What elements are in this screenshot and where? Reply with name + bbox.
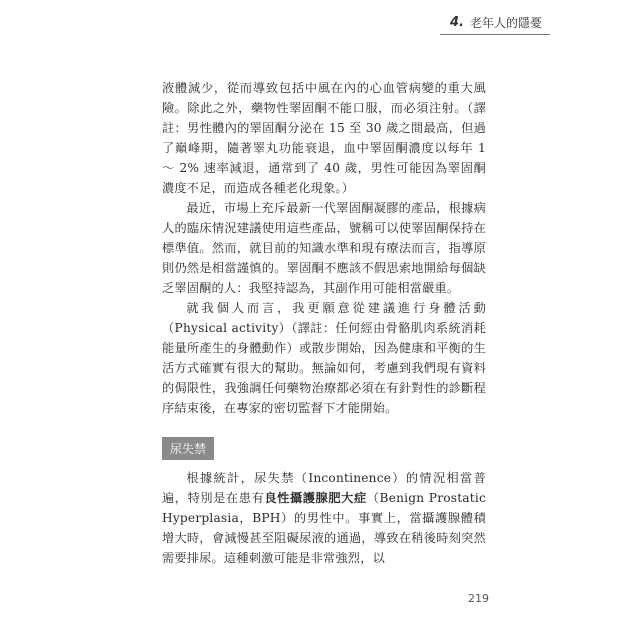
paragraph-1-block [162, 78, 486, 198]
chapter-title: 老年人的隱憂 [469, 16, 542, 30]
paragraph-3: 就我個人而言，我更願意從建議進行身體活動（Physical activity）（譯註：任何經由骨骼肌肉系統消耗能量所產生的身體動作）或散步開始，因為健康和平衡的生活方式確實有很大的幫助。無論如何，考慮到我們現有資料的侷限性，我強調任何藥物治療都必須在有針對性的診斷程序結束後，在專家的密切監督下才能開始。 [162, 301, 486, 415]
page-number: 219 [468, 592, 489, 605]
paragraph-1: 液體減少，從而導致包括中風在內的心血管病變的重大風險。除此之外，藥物性睪固酮不能口服，而必須注射。（譯註：男性體內的睪固酮分泌在 15 至 30 歲之間最高，但過了巔峰期，隨著睪丸功能衰退，血中睪固酮濃度以每年 1 ～ 2% 速率減退，通常到了 40 歲，男性可能因為睪固酮濃度不足，而造成各種老化現象。） [162, 81, 486, 195]
paragraph-4-end: （Benign Prostatic Hyperplasia，BPH）的男性中。事實上，當攝護腺體積增大時，會減慢甚至阻礙尿液的通過，導致在稍後時刻突然需要排尿。這種刺激可能是非常強烈，以 [162, 491, 486, 565]
header-rule [440, 34, 550, 35]
paragraph-2: 最近，市場上充斥最新一代睪固酮凝膠的產品，根據病人的臨床情況建議使用這些產品，號稱可以使睪固酮保持在標準值。然而，就目前的知識水準和現有療法而言，指導原則仍然是相當謹慎的。睪固酮不應該不假思索地開給每個缺乏睪固酮的人：我堅持認為，其副作用可能相當嚴重。 [162, 201, 486, 295]
paragraph-4-block [162, 468, 486, 568]
paragraph-3-block [162, 298, 486, 418]
paragraph-2-block [162, 198, 486, 298]
bph-term: 良性攝護腺肥大症 [264, 491, 367, 505]
section-heading-incontinence: 尿失禁 [162, 437, 214, 460]
chapter-number: 4. [450, 15, 464, 30]
paragraph-4 [162, 468, 486, 568]
running-header [450, 14, 542, 31]
paragraph-4-start: 根據統計，尿失禁（Incontinence）的情況相當普遍，特別是在患有 [162, 471, 486, 505]
